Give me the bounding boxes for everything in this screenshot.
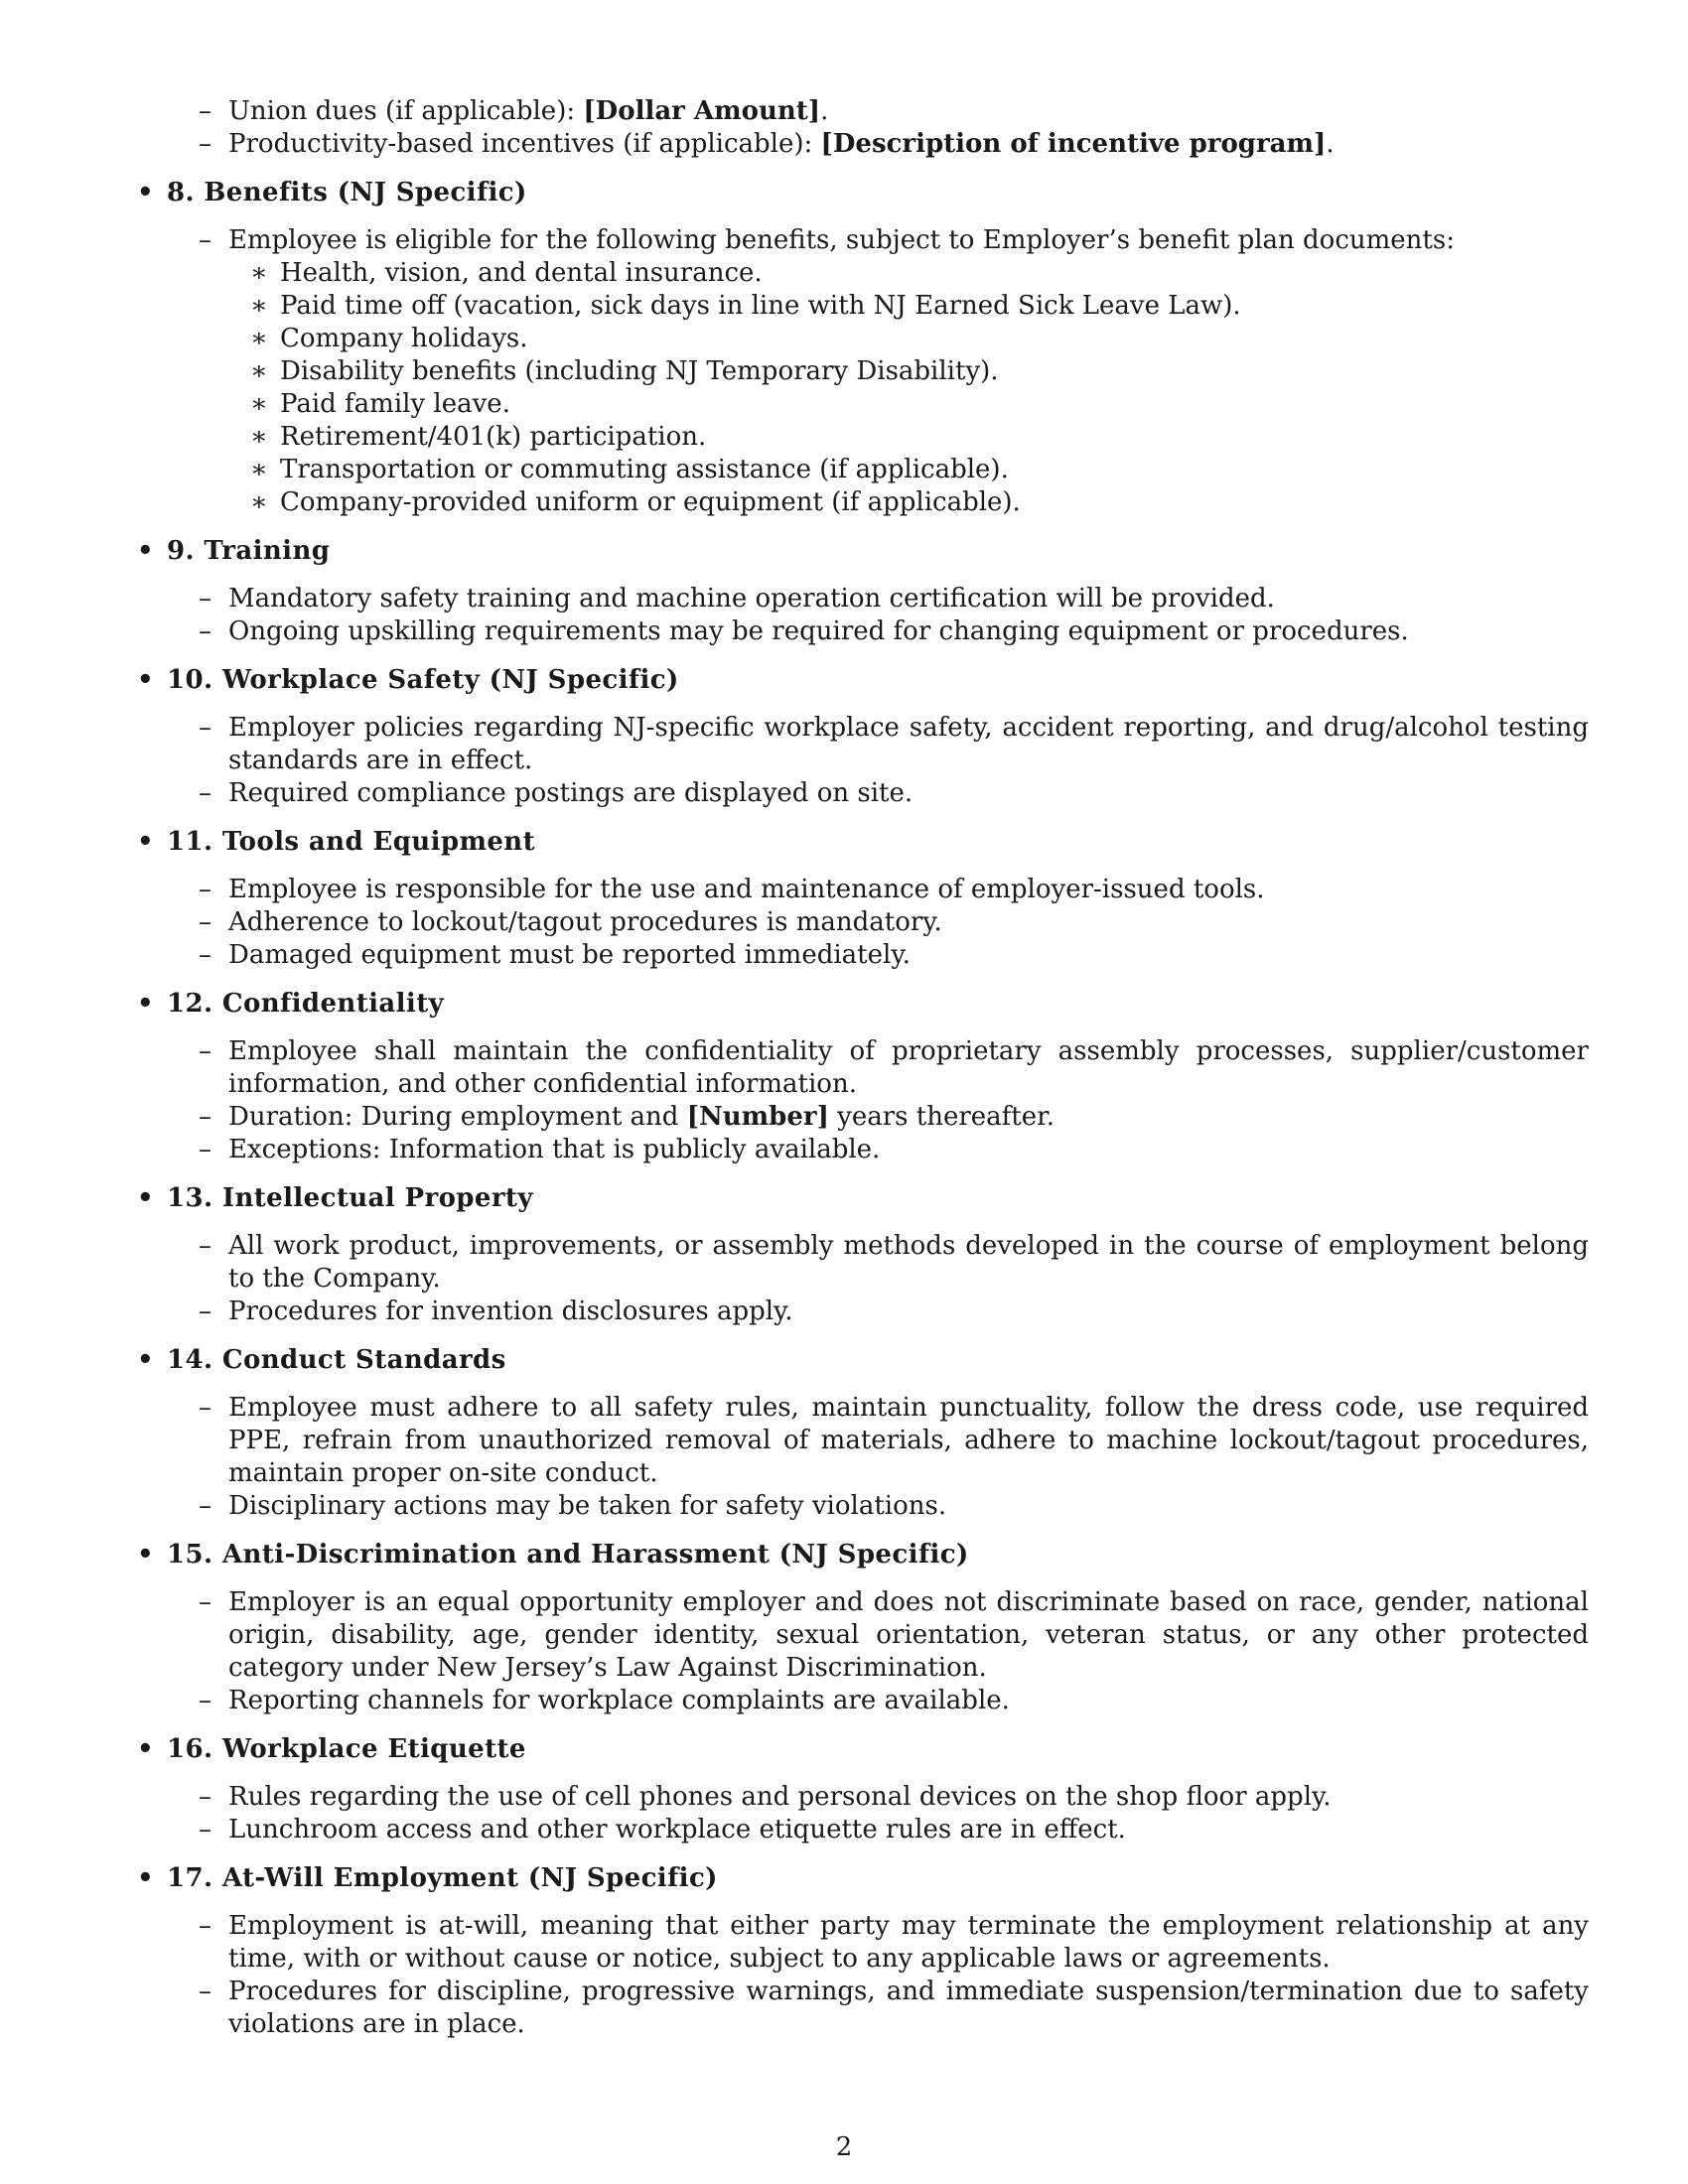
list-item: – Employment is at-will, meaning that either party may terminate the employment relationship at any time, with or without cause or notice, subject to any applicable laws or agreements.: [199, 1911, 1589, 1974]
list-item: – Adherence to lockout/tagout procedures is mandatory.: [199, 907, 942, 937]
sub-list-item: ∗ Paid time off (vacation, sick days in line with NJ Earned Sick Leave Law).: [250, 291, 1241, 321]
list-item: – Exceptions: Information that is publicly available.: [199, 1135, 881, 1164]
section-anti-discrimination: [131, 1538, 1589, 1717]
list-item: – Lunchroom access and other workplace etiquette rules are in effect.: [199, 1815, 1126, 1844]
list-item: – Employer is an equal opportunity employer and does not discriminate based on race, gender, national origin, disability, age, gender identity, sexual orientation, veteran status, or any other protected category under New Jersey’s Law Against Discrimination.: [199, 1587, 1589, 1683]
section-conduct-standards: [131, 1343, 1589, 1523]
list-item: – Employee must adhere to all safety rules, maintain punctuality, follow the dress code, use required PPE, refrain from unauthorized removal of materials, adhere to machine lockout/tagout procedures, maintain proper on-site conduct.: [199, 1393, 1589, 1488]
list-item: – Rules regarding the use of cell phones and personal devices on the shop floor apply.: [199, 1782, 1332, 1812]
section-heading: • 14. Conduct Standards: [137, 1345, 506, 1375]
section-heading: • 9. Training: [137, 536, 331, 566]
section-heading: • 13. Intellectual Property: [137, 1183, 533, 1213]
benefits-sublist: [228, 257, 1589, 519]
list-item: – Ongoing upskilling requirements may be required for changing equipment or procedures.: [199, 616, 1409, 646]
list-item: – Damaged equipment must be reported immediately.: [199, 940, 911, 970]
section-heading: • 10. Workplace Safety (NJ Specific): [137, 665, 679, 695]
list-item: – Procedures for discipline, progressive warnings, and immediate suspension/termination due to safety violations are in place.: [199, 1977, 1589, 2039]
sub-list-item: ∗ Transportation or commuting assistance (if applicable).: [250, 455, 1009, 484]
section-intellectual-property: [131, 1181, 1589, 1328]
list-item: – All work product, improvements, or assembly methods developed in the course of employment belong to the Company.: [199, 1231, 1589, 1294]
section-heading: • 15. Anti-Discrimination and Harassment (NJ Specific): [137, 1540, 969, 1570]
list-item: – Procedures for invention disclosures apply.: [199, 1297, 793, 1326]
list-item: – Required compliance postings are displayed on site.: [199, 778, 914, 808]
section-heading: • 8. Benefits (NJ Specific): [137, 178, 527, 207]
section-workplace-safety: [131, 663, 1589, 810]
section-heading: • 11. Tools and Equipment: [137, 827, 536, 857]
section-workplace-etiquette: [131, 1732, 1589, 1846]
section-tools-equipment: [131, 825, 1589, 972]
sub-list-item: ∗ Paid family leave.: [250, 389, 510, 419]
list-item: – Employee is responsible for the use and maintenance of employer-issued tools.: [199, 875, 1265, 904]
list-item: – Union dues (if applicable): [Dollar Amount].: [199, 96, 829, 126]
list-item: – Productivity-based incentives (if applicable): [Description of incentive program].: [199, 129, 1335, 159]
list-item: – Employee is eligible for the following benefits, subject to Employer’s benefit plan documents: ∗ Health, vision, and dental insurance. ∗ Paid time off (vacation, sick days in line with NJ Earned Sick Leave Law). ∗ Company holidays. ∗ Disability benefits (including NJ Temporary Disability). ∗ Paid family leave. ∗ Retirement/401(k) participation. ∗ Transportation or commuting assistance (if applicable). ∗ Company-provided uniform or equipment (if applicable).: [131, 224, 1589, 519]
sub-list-item: ∗ Retirement/401(k) participation.: [250, 422, 707, 452]
section-benefits: [131, 176, 1589, 519]
list-item: – Mandatory safety training and machine operation certification will be provided.: [199, 584, 1275, 614]
sub-list-item: ∗ Company-provided uniform or equipment (if applicable).: [250, 487, 1021, 517]
intro-list: [131, 95, 1589, 161]
list-item: – Reporting channels for workplace complaints are available.: [199, 1686, 1010, 1715]
list-item: – Employer policies regarding NJ-specific workplace safety, accident reporting, and drug/alcohol testing standards are in effect.: [199, 713, 1589, 775]
list-item: – Duration: During employment and [Number] years thereafter.: [199, 1102, 1055, 1132]
section-confidentiality: [131, 987, 1589, 1166]
section-heading: • 12. Confidentiality: [137, 989, 445, 1019]
sub-list-item: ∗ Health, vision, and dental insurance.: [250, 258, 763, 288]
section-heading: • 16. Workplace Etiquette: [137, 1734, 526, 1764]
list-item: – Disciplinary actions may be taken for safety violations.: [199, 1491, 947, 1521]
section-training: [131, 534, 1589, 648]
section-at-will-employment: [131, 1861, 1589, 2041]
page-number: 2: [835, 2132, 853, 2162]
sub-list-item: ∗ Company holidays.: [250, 324, 528, 353]
section-heading: • 17. At-Will Employment (NJ Specific): [137, 1863, 718, 1893]
sub-list-item: ∗ Disability benefits (including NJ Temporary Disability).: [250, 356, 999, 386]
list-item: – Employee shall maintain the confidentiality of proprietary assembly processes, supplier/customer information, and other confidential information.: [199, 1036, 1589, 1099]
